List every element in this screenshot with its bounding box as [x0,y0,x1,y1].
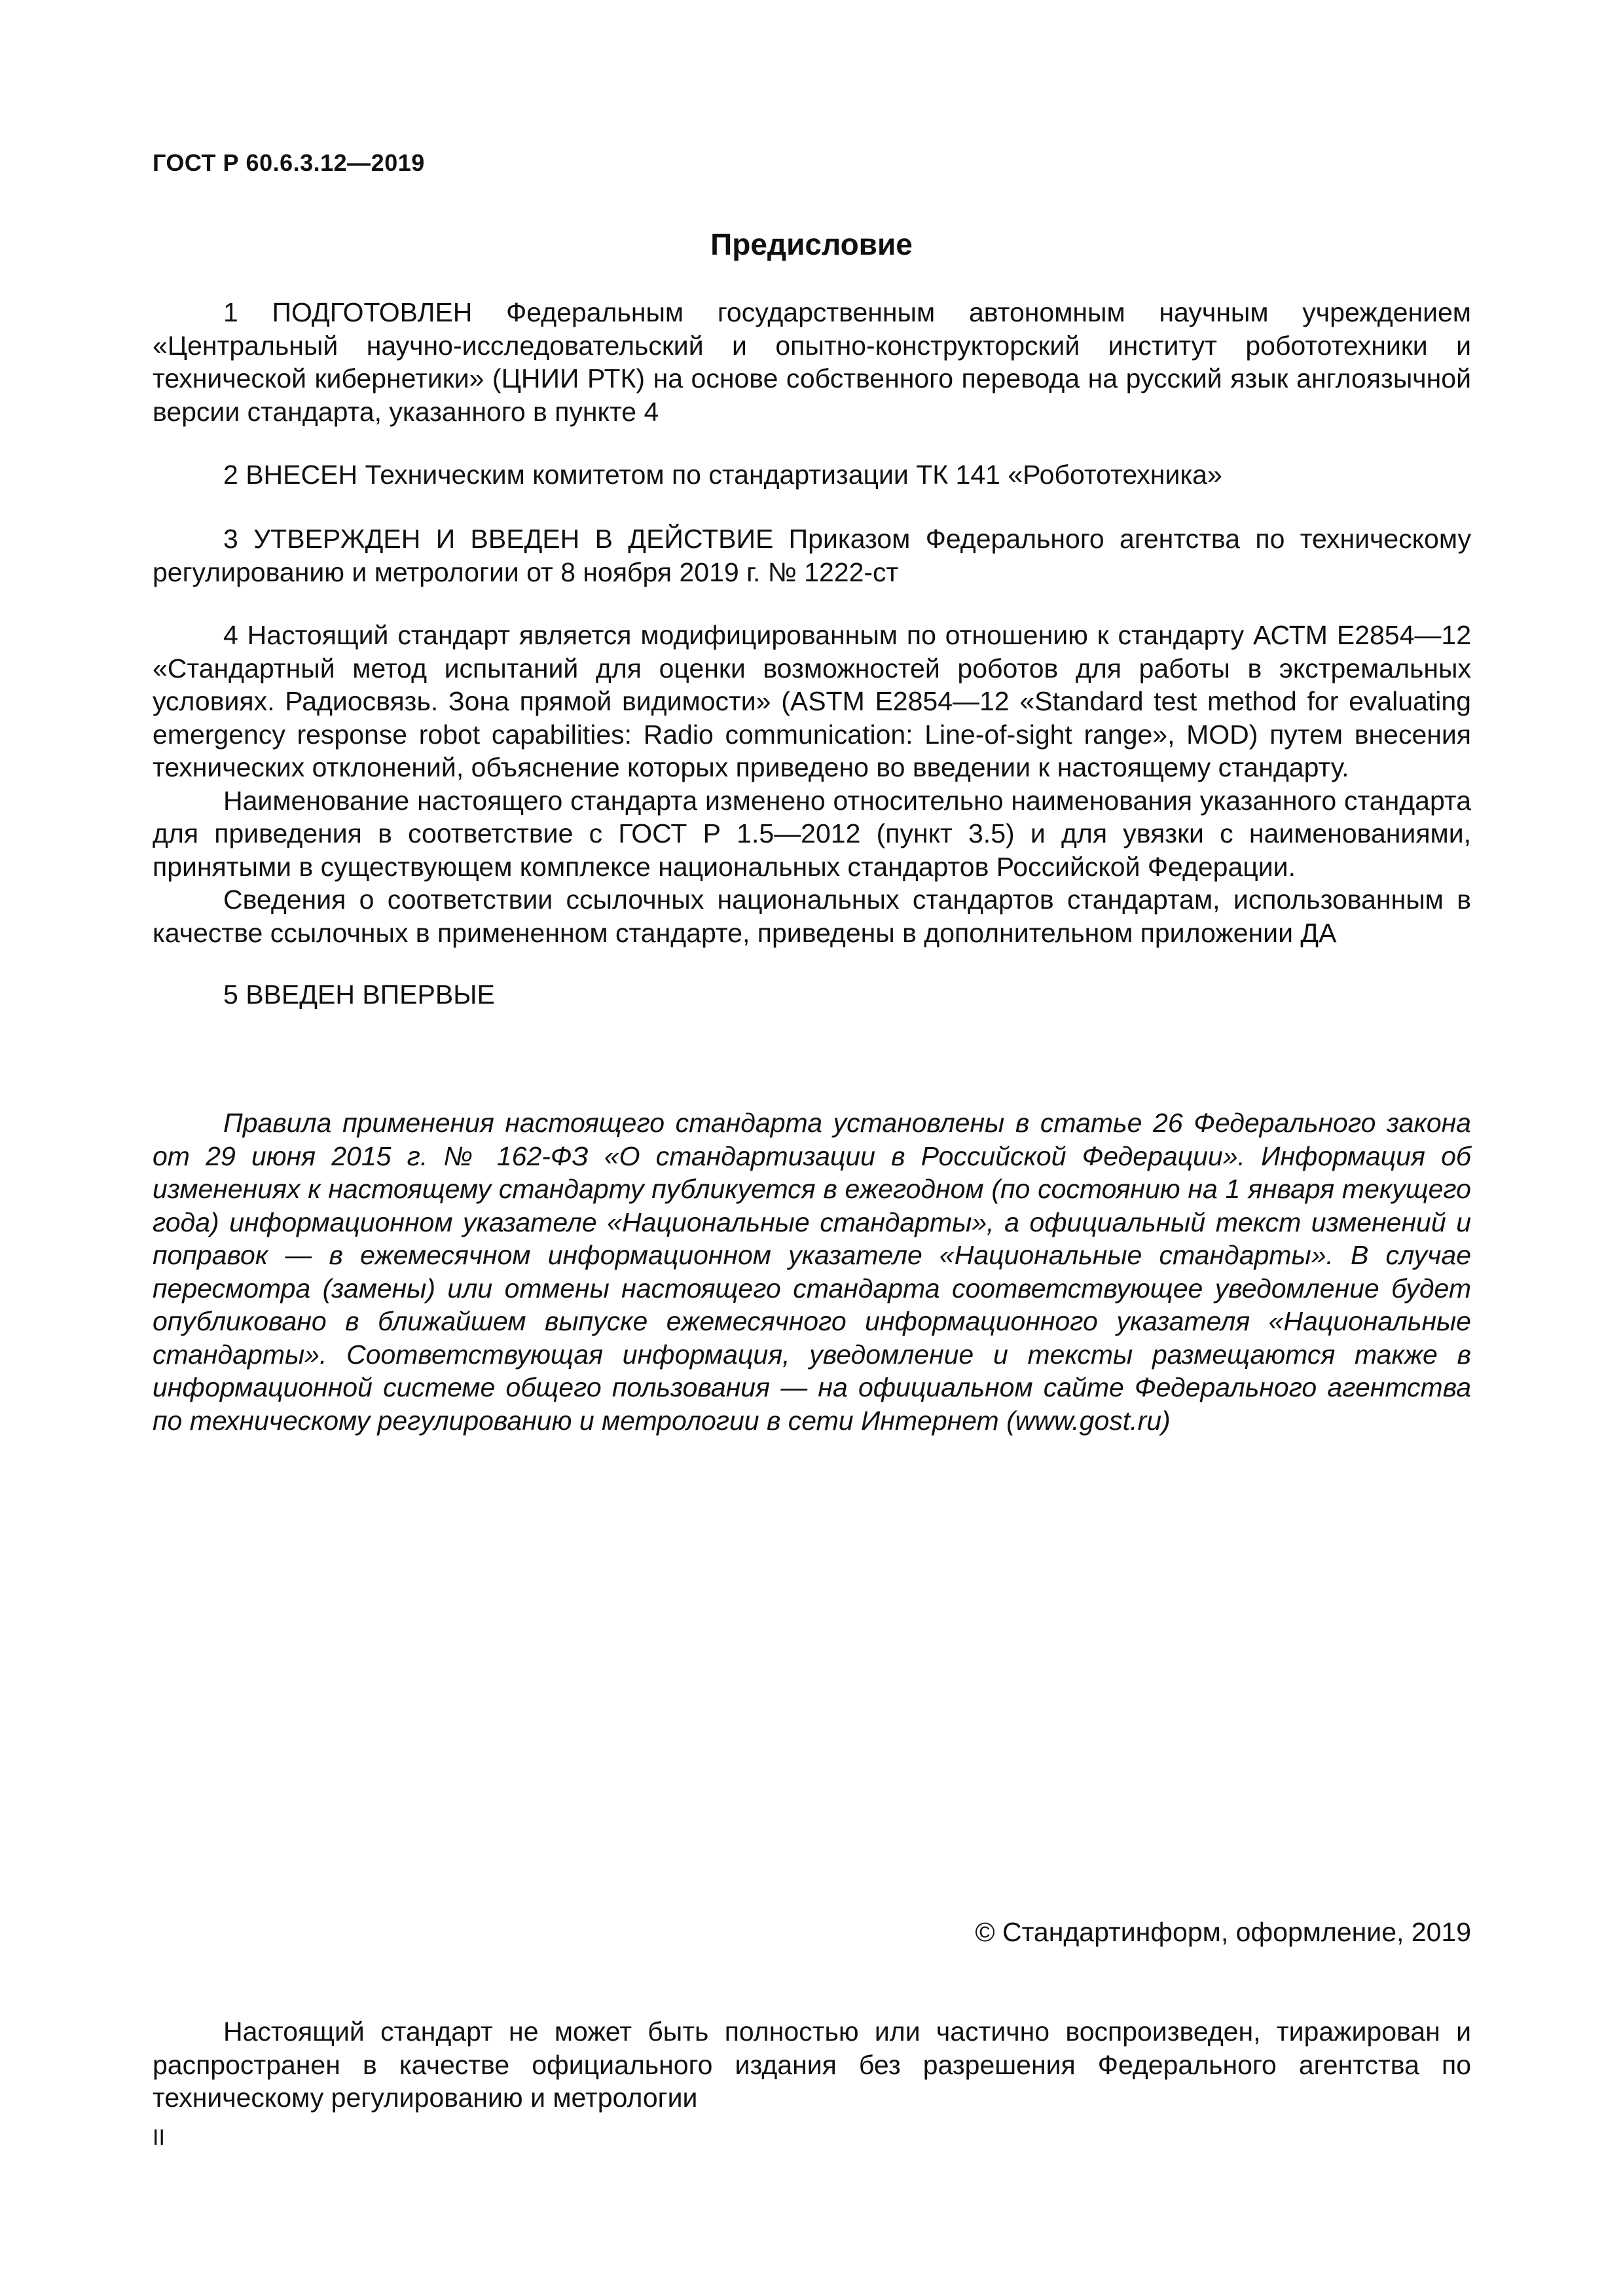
copyright-line: © Стандартинформ, оформление, 2019 [975,1917,1471,1947]
rules-notice-text: Правила применения настоящего стандарта установлены в статье 26 Федерального закона от 29 июня 2015 г. № 162-ФЗ «О стандартизации в Российской Федерации». Информация об изменениях к настоящему стандарту публикуется в ежегодном (по состоянию на 1 января текущего года) информационном указателе «Национальные стандарты», а официальный текст изменений и поправок — в ежемесячном информационном указателе «Национальные стандарты». В случае пересмотра (замены) или отмены настоящего стандарта соответствующее уведомление будет опубликовано в ближайшем выпуске ежемесячного информационного указателя «Национальные стандарты». Соответствующая информация, уведомление и тексты размещаются также в информационной системе общего пользования — на официальном сайте Федерального агентства по техническому регулированию и метрологии в сети Интернет (www.gost.ru) [153,1108,1471,1436]
section-2 [153,458,1471,492]
section-3-text: 3 УТВЕРЖДЕН И ВВЕДЕН В ДЕЙСТВИЕ Приказом Федерального агентства по техническому регулированию и метрологии от 8 ноября 2019 г. № 1222-ст [153,524,1471,587]
page-number: II [153,2125,165,2150]
section-5 [153,978,1471,1011]
section-4-paragraph-1: 4 Настоящий стандарт является модифицированным по отношению к стандарту АСТМ E2854—12 «Стандартный метод испытаний для оценки возможностей роботов для работы в экстремальных условиях. Радиосвязь. Зона прямой видимости» (ASTM E2854—12 «Standard test method for evaluating emergency response robot capabilities: Radio communication: Line-of-sight range», MOD) путем внесения технических отклонений, объяснение которых приведено во введении к настоящему стандарту. [153,620,1471,782]
section-2-text: 2 ВНЕСЕН Техническим комитетом по стандартизации ТК 141 «Робототехника» [223,460,1222,490]
rules-notice [153,1106,1471,1437]
page-title: Предисловие [710,227,913,261]
reproduction-notice [153,2015,1471,2115]
section-1-text: 1 ПОДГОТОВЛЕН Федеральным государственным автономным научным учреждением «Центральный научно-исследовательский и опытно-конструкторский институт робототехники и технической кибернетики» (ЦНИИ РТК) на основе собственного перевода на русский язык англоязычной версии стандарта, указанного в пункте 4 [153,297,1471,427]
section-4 [153,619,1471,949]
section-1 [153,296,1471,428]
standard-code-header: ГОСТ Р 60.6.3.12—2019 [153,149,425,176]
section-4-paragraph-3: Сведения о соответствии ссылочных национальных стандартов стандартам, использованным в качестве ссылочных в примененном стандарте, приведены в дополнительном приложении ДА [153,884,1471,948]
section-5-text: 5 ВВЕДЕН ВПЕРВЫЕ [223,979,495,1010]
section-4-paragraph-2: Наименование настоящего стандарта изменено относительно наименования указанного стандарта для приведения в соответствие с ГОСТ Р 1.5—2012 (пункт 3.5) и для увязки с наименованиями, принятыми в существующем комплексе национальных стандартов Российской Федерации. [153,785,1471,882]
reproduction-notice-text: Настоящий стандарт не может быть полностью или частично воспроизведен, тиражирован и распространен в качестве официального издания без разрешения Федерального агентства по техническому регулированию и метрологии [153,2016,1471,2113]
section-3 [153,522,1471,589]
